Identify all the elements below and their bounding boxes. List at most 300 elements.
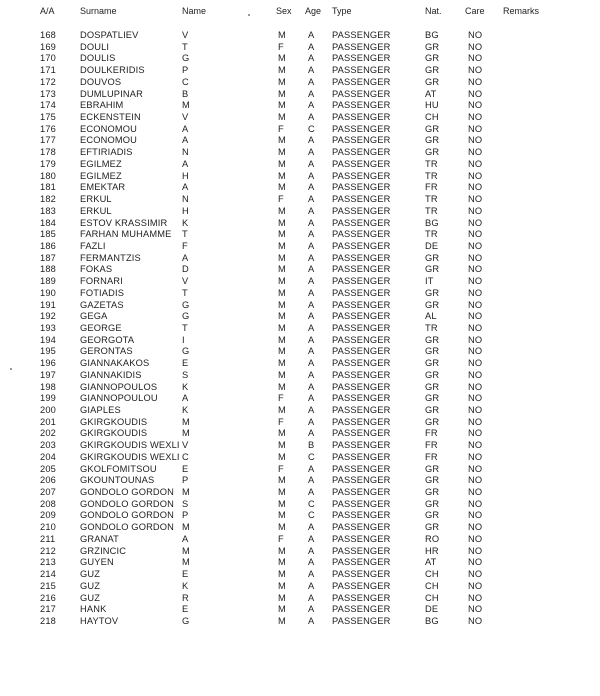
cell-care: NO	[468, 557, 483, 568]
scan-speck	[248, 14, 250, 16]
cell-no: 211	[40, 533, 56, 544]
cell-sex: M	[278, 475, 286, 486]
cell-care: NO	[468, 440, 483, 451]
cell-nat: GR	[425, 405, 440, 415]
cell-name: A	[182, 533, 189, 544]
cell-age: A	[308, 30, 315, 40]
cell-name: E	[182, 604, 189, 615]
cell-name: E	[182, 463, 189, 474]
cell-age: A	[308, 252, 315, 263]
cell-no: 216	[40, 592, 56, 603]
cell-nat: GR	[425, 76, 440, 87]
cell-name: V	[182, 276, 189, 287]
table-row	[0, 288, 600, 300]
cell-surname: GRANAT	[80, 533, 119, 544]
cell-type: PASSENGER	[332, 194, 391, 205]
cell-nat: GR	[425, 381, 440, 392]
table-row	[0, 206, 600, 218]
cell-age: A	[308, 112, 315, 123]
cell-sex: M	[278, 569, 286, 580]
cell-no: 197	[40, 369, 56, 380]
cell-sex: M	[278, 545, 286, 556]
cell-name: N	[182, 147, 189, 158]
cell-no: 195	[40, 346, 56, 357]
cell-surname: DOSPATLIEV	[80, 30, 139, 40]
table-row	[0, 147, 600, 159]
table-row	[0, 65, 600, 77]
cell-sex: M	[278, 498, 286, 509]
cell-sex: M	[278, 592, 286, 603]
cell-sex: M	[278, 334, 286, 345]
cell-name: M	[182, 100, 190, 111]
cell-age: C	[308, 498, 315, 509]
cell-sex: M	[278, 311, 286, 322]
cell-type: PASSENGER	[332, 287, 391, 298]
cell-age: A	[308, 405, 315, 415]
cell-sex: M	[278, 510, 286, 521]
cell-nat: GR	[425, 123, 440, 134]
cell-surname: FAZLI	[80, 240, 106, 251]
table-header	[0, 6, 600, 20]
table-row	[0, 42, 600, 54]
cell-name: K	[182, 580, 189, 591]
table-row	[0, 370, 600, 382]
cell-nat: GR	[425, 358, 440, 369]
cell-no: 199	[40, 393, 56, 404]
cell-sex: M	[278, 112, 286, 123]
cell-no: 194	[40, 334, 56, 345]
header-type: Type	[332, 6, 352, 16]
table-row	[0, 171, 600, 183]
cell-no: 201	[40, 416, 56, 427]
cell-surname: GIANNOPOULOS	[80, 381, 158, 392]
cell-sex: M	[278, 369, 286, 380]
cell-sex: F	[278, 416, 284, 427]
cell-nat: AT	[425, 88, 437, 99]
table-row	[0, 464, 600, 476]
cell-sex: M	[278, 170, 286, 181]
cell-name: D	[182, 264, 189, 275]
cell-type: PASSENGER	[332, 604, 391, 615]
cell-name: M	[182, 416, 190, 427]
cell-age: A	[308, 604, 315, 615]
table-row	[0, 405, 600, 417]
table-row	[0, 487, 600, 499]
cell-name: V	[182, 30, 189, 40]
cell-sex: F	[278, 463, 284, 474]
cell-nat: FR	[425, 440, 438, 451]
cell-no: 186	[40, 240, 56, 251]
table-row	[0, 241, 600, 253]
cell-age: A	[308, 41, 315, 52]
cell-surname: HAYTOV	[80, 615, 119, 626]
cell-nat: TR	[425, 205, 438, 216]
cell-name: C	[182, 451, 189, 462]
cell-age: A	[308, 170, 315, 181]
cell-age: A	[308, 416, 315, 427]
cell-nat: GR	[425, 510, 440, 521]
cell-name: T	[182, 229, 188, 240]
table-row	[0, 452, 600, 464]
cell-sex: F	[278, 194, 284, 205]
cell-care: NO	[468, 240, 483, 251]
cell-surname: GUZ	[80, 580, 101, 591]
cell-care: NO	[468, 100, 483, 111]
cell-surname: FORNARI	[80, 276, 123, 287]
cell-no: 209	[40, 510, 56, 521]
cell-name: H	[182, 170, 189, 181]
cell-age: A	[308, 240, 315, 251]
cell-no: 170	[40, 53, 56, 64]
cell-no: 217	[40, 604, 56, 615]
cell-type: PASSENGER	[332, 311, 391, 322]
cell-nat: GR	[425, 475, 440, 486]
cell-age: C	[308, 123, 315, 134]
cell-sex: M	[278, 100, 286, 111]
cell-name: K	[182, 381, 189, 392]
cell-name: G	[182, 311, 190, 322]
cell-care: NO	[468, 30, 483, 40]
cell-age: A	[308, 264, 315, 275]
cell-age: A	[308, 569, 315, 580]
cell-sex: M	[278, 287, 286, 298]
cell-type: PASSENGER	[332, 334, 391, 345]
cell-sex: M	[278, 557, 286, 568]
cell-nat: GR	[425, 53, 440, 64]
cell-sex: F	[278, 123, 284, 134]
cell-age: A	[308, 135, 315, 146]
cell-surname: DOULIS	[80, 53, 116, 64]
table-row	[0, 112, 600, 124]
table-row	[0, 417, 600, 429]
cell-age: A	[308, 158, 315, 169]
cell-age: A	[308, 287, 315, 298]
cell-type: PASSENGER	[332, 557, 391, 568]
cell-care: NO	[468, 276, 483, 287]
cell-surname: HANK	[80, 604, 107, 615]
cell-type: PASSENGER	[332, 88, 391, 99]
cell-surname: DOULI	[80, 41, 110, 52]
cell-care: NO	[468, 252, 483, 263]
table-row	[0, 593, 600, 605]
cell-care: NO	[468, 405, 483, 415]
cell-type: PASSENGER	[332, 369, 391, 380]
cell-no: 206	[40, 475, 56, 486]
table-row	[0, 264, 600, 276]
cell-type: PASSENGER	[332, 451, 391, 462]
cell-no: 171	[40, 65, 56, 76]
cell-sex: M	[278, 135, 286, 146]
cell-surname: GUZ	[80, 592, 101, 603]
cell-age: A	[308, 194, 315, 205]
cell-surname: GEGA	[80, 311, 108, 322]
cell-nat: GR	[425, 65, 440, 76]
cell-care: NO	[468, 346, 483, 357]
table-row	[0, 557, 600, 569]
cell-age: A	[308, 545, 315, 556]
cell-care: NO	[468, 451, 483, 462]
cell-no: 168	[40, 30, 56, 40]
cell-name: T	[182, 41, 188, 52]
cell-name: P	[182, 65, 189, 76]
cell-age: A	[308, 463, 315, 474]
cell-nat: GR	[425, 393, 440, 404]
header-sex: Sex	[276, 6, 292, 16]
cell-type: PASSENGER	[332, 322, 391, 333]
cell-nat: BG	[425, 30, 439, 40]
cell-no: 218	[40, 615, 56, 626]
cell-age: A	[308, 229, 315, 240]
cell-nat: DE	[425, 240, 439, 251]
cell-name: M	[182, 545, 190, 556]
cell-sex: M	[278, 240, 286, 251]
cell-care: NO	[468, 487, 483, 498]
table-row	[0, 89, 600, 101]
cell-age: A	[308, 276, 315, 287]
table-row	[0, 182, 600, 194]
cell-name: T	[182, 287, 188, 298]
cell-care: NO	[468, 311, 483, 322]
table-row	[0, 253, 600, 265]
cell-nat: GR	[425, 487, 440, 498]
cell-name: N	[182, 194, 189, 205]
cell-surname: GKOUNTOUNAS	[80, 475, 155, 486]
cell-sex: M	[278, 147, 286, 158]
cell-sex: F	[278, 41, 284, 52]
cell-name: K	[182, 217, 189, 228]
cell-sex: M	[278, 615, 286, 626]
cell-type: PASSENGER	[332, 147, 391, 158]
cell-type: PASSENGER	[332, 346, 391, 357]
cell-age: A	[308, 358, 315, 369]
cell-type: PASSENGER	[332, 592, 391, 603]
cell-care: NO	[468, 194, 483, 205]
cell-nat: GR	[425, 135, 440, 146]
cell-nat: CH	[425, 580, 439, 591]
cell-care: NO	[468, 381, 483, 392]
cell-name: P	[182, 510, 189, 521]
cell-surname: GONDOLO GORDON	[80, 510, 175, 521]
cell-name: A	[182, 123, 189, 134]
cell-sex: M	[278, 217, 286, 228]
cell-no: 205	[40, 463, 56, 474]
cell-type: PASSENGER	[332, 615, 391, 626]
cell-age: A	[308, 346, 315, 357]
cell-nat: DE	[425, 604, 439, 615]
cell-age: A	[308, 557, 315, 568]
table-row	[0, 100, 600, 112]
cell-type: PASSENGER	[332, 65, 391, 76]
cell-surname: FERMANTZIS	[80, 252, 141, 263]
cell-no: 208	[40, 498, 56, 509]
table-row	[0, 475, 600, 487]
cell-no: 198	[40, 381, 56, 392]
cell-type: PASSENGER	[332, 498, 391, 509]
table-row	[0, 510, 600, 522]
table-row	[0, 276, 600, 288]
cell-surname: GRZINCIC	[80, 545, 127, 556]
cell-no: 214	[40, 569, 56, 580]
cell-age: A	[308, 369, 315, 380]
cell-sex: M	[278, 322, 286, 333]
table-row	[0, 323, 600, 335]
cell-age: A	[308, 65, 315, 76]
cell-name: M	[182, 487, 190, 498]
cell-type: PASSENGER	[332, 252, 391, 263]
table-row	[0, 382, 600, 394]
cell-name: B	[182, 88, 189, 99]
header-no: A/A	[40, 6, 55, 16]
table-row	[0, 534, 600, 546]
cell-type: PASSENGER	[332, 276, 391, 287]
table-row	[0, 311, 600, 323]
cell-sex: M	[278, 440, 286, 451]
cell-care: NO	[468, 88, 483, 99]
cell-surname: GIANNOPOULOU	[80, 393, 158, 404]
cell-age: A	[308, 76, 315, 87]
cell-no: 182	[40, 194, 56, 205]
cell-age: A	[308, 428, 315, 439]
cell-surname: ESTOV KRASSIMIR	[80, 217, 168, 228]
cell-care: NO	[468, 592, 483, 603]
cell-age: C	[308, 510, 315, 521]
table-row	[0, 124, 600, 136]
cell-care: NO	[468, 358, 483, 369]
cell-surname: FOTIADIS	[80, 287, 125, 298]
cell-nat: GR	[425, 41, 440, 52]
cell-sex: M	[278, 346, 286, 357]
cell-care: NO	[468, 158, 483, 169]
cell-nat: GR	[425, 498, 440, 509]
cell-no: 196	[40, 358, 56, 369]
cell-no: 189	[40, 276, 56, 287]
cell-care: NO	[468, 264, 483, 275]
cell-no: 212	[40, 545, 56, 556]
cell-surname: GONDOLO GORDON	[80, 487, 175, 498]
cell-name: R	[182, 592, 189, 603]
cell-surname: GONDOLO GORDON	[80, 522, 175, 533]
cell-sex: M	[278, 405, 286, 415]
table-row	[0, 346, 600, 358]
table-row	[0, 300, 600, 312]
cell-nat: BG	[425, 217, 439, 228]
cell-name: E	[182, 358, 189, 369]
cell-surname: ERKUL	[80, 194, 112, 205]
cell-surname: GAZETAS	[80, 299, 124, 310]
cell-sex: M	[278, 229, 286, 240]
cell-sex: M	[278, 451, 286, 462]
cell-surname: FARHAN MUHAMME	[80, 229, 172, 240]
cell-surname: GKIRGKOUDIS	[80, 416, 148, 427]
cell-care: NO	[468, 123, 483, 134]
cell-type: PASSENGER	[332, 522, 391, 533]
cell-surname: GEORGOTA	[80, 334, 135, 345]
cell-nat: GR	[425, 346, 440, 357]
cell-no: 210	[40, 522, 56, 533]
cell-care: NO	[468, 334, 483, 345]
cell-no: 169	[40, 41, 56, 52]
cell-nat: GR	[425, 252, 440, 263]
cell-nat: CH	[425, 592, 439, 603]
cell-age: A	[308, 205, 315, 216]
cell-age: B	[308, 440, 315, 451]
cell-surname: GEORGE	[80, 322, 122, 333]
header-age: Age	[305, 6, 322, 16]
cell-no: 179	[40, 158, 56, 169]
cell-surname: DOUVOS	[80, 76, 122, 87]
cell-type: PASSENGER	[332, 229, 391, 240]
cell-care: NO	[468, 615, 483, 626]
cell-type: PASSENGER	[332, 217, 391, 228]
cell-nat: GR	[425, 463, 440, 474]
cell-sex: M	[278, 428, 286, 439]
cell-name: V	[182, 112, 189, 123]
cell-nat: TR	[425, 229, 438, 240]
cell-name: P	[182, 475, 189, 486]
table-row	[0, 616, 600, 628]
cell-sex: F	[278, 393, 284, 404]
cell-no: 213	[40, 557, 56, 568]
cell-surname: GKIRGKOUDIS	[80, 428, 148, 439]
cell-care: NO	[468, 604, 483, 615]
cell-type: PASSENGER	[332, 76, 391, 87]
cell-nat: GR	[425, 287, 440, 298]
cell-care: NO	[468, 475, 483, 486]
cell-surname: GUZ	[80, 569, 101, 580]
cell-surname: DOULKERIDIS	[80, 65, 145, 76]
table-row	[0, 335, 600, 347]
cell-age: A	[308, 334, 315, 345]
cell-nat: GR	[425, 369, 440, 380]
cell-surname: GKIRGKOUDIS WEXLI	[80, 451, 180, 462]
cell-nat: CH	[425, 569, 439, 580]
cell-surname: EMEKTAR	[80, 182, 126, 193]
cell-name: A	[182, 158, 189, 169]
cell-name: H	[182, 205, 189, 216]
cell-type: PASSENGER	[332, 264, 391, 275]
cell-type: PASSENGER	[332, 135, 391, 146]
cell-type: PASSENGER	[332, 182, 391, 193]
cell-care: NO	[468, 287, 483, 298]
cell-care: NO	[468, 463, 483, 474]
cell-surname: GKIRGKOUDIS WEXLI	[80, 440, 180, 451]
cell-no: 193	[40, 322, 56, 333]
cell-care: NO	[468, 580, 483, 591]
cell-name: E	[182, 569, 189, 580]
cell-nat: GR	[425, 522, 440, 533]
cell-name: G	[182, 615, 190, 626]
cell-care: NO	[468, 522, 483, 533]
cell-no: 190	[40, 287, 56, 298]
table-row	[0, 581, 600, 593]
table-row	[0, 159, 600, 171]
cell-surname: ECKENSTEIN	[80, 112, 141, 123]
table-row	[0, 522, 600, 534]
cell-surname: ERKUL	[80, 205, 112, 216]
cell-surname: GERONTAS	[80, 346, 133, 357]
cell-age: A	[308, 487, 315, 498]
cell-care: NO	[468, 369, 483, 380]
cell-sex: M	[278, 76, 286, 87]
cell-type: PASSENGER	[332, 41, 391, 52]
cell-name: I	[182, 334, 185, 345]
cell-no: 184	[40, 217, 56, 228]
cell-no: 203	[40, 440, 56, 451]
cell-sex: M	[278, 252, 286, 263]
cell-age: A	[308, 53, 315, 64]
cell-type: PASSENGER	[332, 580, 391, 591]
cell-type: PASSENGER	[332, 545, 391, 556]
